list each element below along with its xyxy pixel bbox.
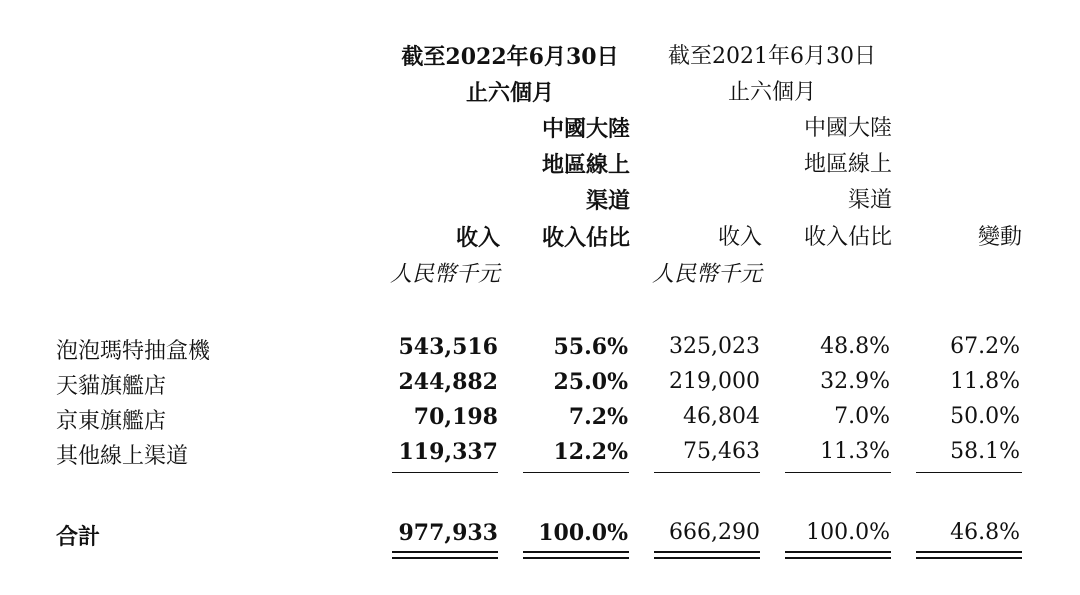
total-double-rule-top [523,551,629,553]
share-2021-header-line3: 渠道 [847,188,892,213]
total-double-rule-top [785,551,891,553]
total-revenue-2021: 666,290 [669,520,760,545]
share-2021-header-line2: 地區線上 [803,152,892,177]
change-cell: 58.1% [950,439,1020,464]
revenue-2021-cell: 75,463 [683,439,760,464]
revenue-2021-header: 收入 [717,225,762,250]
total-share-2022: 100.0% [538,520,628,546]
share-2022-cell: 12.2% [553,439,628,465]
change-cell: 50.0% [950,404,1020,429]
revenue-2022-cell: 70,198 [413,404,498,430]
subtotal-rule [654,472,760,473]
total-revenue-2022: 977,933 [398,520,498,546]
share-2022-header: 收入佔比 [541,225,630,251]
total-double-rule-bottom [654,557,760,559]
share-2021-cell: 32.9% [820,369,890,394]
period-2022-subtitle: 止六個月 [465,80,554,106]
share-2021-cell: 48.8% [820,334,890,359]
revenue-2022-cell: 543,516 [398,334,498,360]
change-cell: 11.8% [950,369,1020,394]
total-double-rule-top [916,551,1022,553]
revenue-2021-cell: 325,023 [669,334,760,359]
row-label: 其他線上渠道 [56,444,189,469]
total-double-rule-bottom [785,557,891,559]
share-2021-cell: 7.0% [834,404,890,429]
period-2021-subtitle: 止六個月 [727,80,816,105]
revenue-2021-cell: 219,000 [669,369,760,394]
period-2022-title: 截至2022年6月30日 [401,44,619,70]
share-2021-cell: 11.3% [820,439,890,464]
total-double-rule-bottom [392,557,498,559]
total-change: 46.8% [950,520,1020,545]
total-label: 合計 [56,524,101,550]
total-double-rule-top [654,551,760,553]
share-2022-header-line1: 中國大陸 [541,116,630,142]
share-2022-cell: 7.2% [568,404,628,430]
total-double-rule-bottom [916,557,1022,559]
total-double-rule-top [392,551,498,553]
share-2022-header-line2: 地區線上 [541,152,630,178]
revenue-2022-cell: 244,882 [398,369,498,395]
row-label: 泡泡瑪特抽盒機 [56,339,211,364]
change-header: 變動 [977,225,1022,250]
share-2022-cell: 25.0% [553,369,628,395]
unit-2022: 人民幣千元 [389,262,500,287]
revenue-2022-cell: 119,337 [398,439,498,465]
revenue-2021-cell: 46,804 [683,404,760,429]
row-label: 天貓旗艦店 [56,374,167,399]
total-share-2021: 100.0% [806,520,890,545]
total-double-rule-bottom [523,557,629,559]
share-2021-header: 收入佔比 [803,225,892,250]
share-2022-header-line3: 渠道 [585,188,630,214]
share-2021-header-line1: 中國大陸 [803,116,892,141]
subtotal-rule [523,472,629,473]
subtotal-rule [785,472,891,473]
share-2022-cell: 55.6% [553,334,628,360]
subtotal-rule [392,472,498,473]
unit-2021: 人民幣千元 [651,262,762,287]
subtotal-rule [916,472,1022,473]
change-cell: 67.2% [950,334,1020,359]
period-2021-title: 截至2021年6月30日 [668,44,876,69]
revenue-2022-header: 收入 [455,225,500,251]
row-label: 京東旗艦店 [56,409,167,434]
